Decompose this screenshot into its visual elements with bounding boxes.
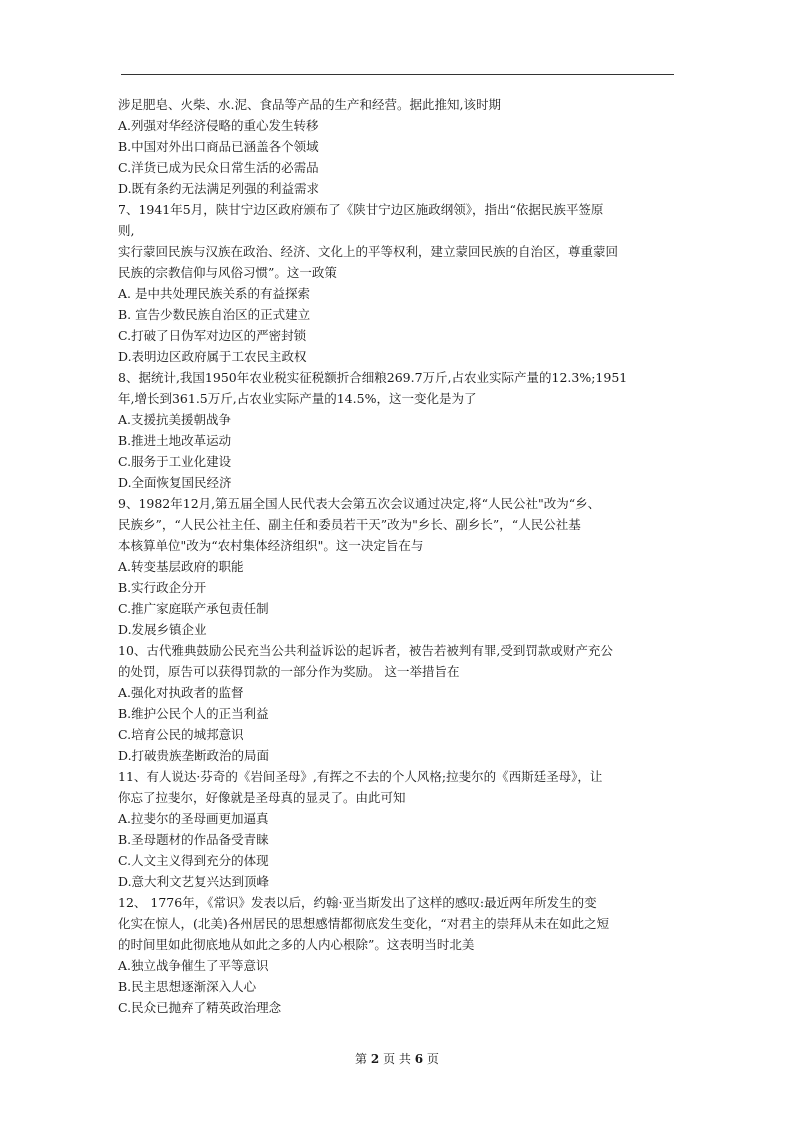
- text-block: [118, 157, 680, 178]
- text-line: A.列强对华经济侵略的重心发生转移: [118, 118, 319, 133]
- header-rule: [121, 74, 674, 75]
- text-line: 11、有人说达·芬奇的《岩间圣母》,有挥之不去的个人风格;拉斐尔的《西斯廷圣母》，让: [118, 769, 603, 784]
- text-block: [118, 619, 680, 640]
- text-line: 9、1982年12月,第五届全国人民代表大会第五次会议通过决定,将“人民公社"改为“乡、: [118, 496, 601, 511]
- text-line: D.意大利文艺复兴达到顶峰: [118, 874, 270, 889]
- text-line: 民族的宗教信仰与风俗习惯”。这一政策: [118, 265, 337, 280]
- text-line: C.推广家庭联产承包责任制: [118, 601, 269, 616]
- text-line: D.全面恢复国民经济: [118, 475, 232, 490]
- page-footer: [0, 1050, 794, 1067]
- footer-page-number: 2: [370, 1052, 380, 1066]
- text-block: [118, 199, 680, 283]
- text-line: D.发展乡镇企业: [118, 622, 207, 637]
- text-line: 你忘了拉斐尔，好像就是圣母真的显灵了。由此可知: [118, 790, 406, 805]
- text-line: 涉足肥皂、火柴、水.泥、食品等产品的生产和经营。据此推知,该时期: [118, 97, 501, 112]
- text-line: B.推进土地改革运动: [118, 433, 232, 448]
- text-line: 民族乡”，“人民公社主任、副主任和委员若干天”改为"乡长、副乡长”，“人民公社基: [118, 517, 581, 532]
- text-line: 的时间里如此彻底地从如此之多的人内心根除”。这表明当时北美: [118, 937, 475, 952]
- text-block: [118, 850, 680, 871]
- text-line: B.圣母题材的作品备受青睐: [118, 832, 269, 847]
- text-line: 则,: [118, 223, 135, 238]
- text-line: D.表明边区政府属于工农民主政权: [118, 349, 307, 364]
- text-line: C.民众已抛弃了精英政治理念: [118, 1000, 282, 1015]
- text-line: A.强化对执政者的监督: [118, 685, 244, 700]
- text-line: A.拉斐尔的圣母画更加逼真: [118, 811, 269, 826]
- text-block: [118, 997, 680, 1018]
- text-line: C.打破了日伪军对边区的严密封锁: [118, 328, 307, 343]
- text-line: B.实行政企分开: [118, 580, 207, 595]
- text-block: [118, 766, 680, 808]
- text-line: 12、 1776年，《常识》发表以后，约翰·亚当斯发出了这样的感叹:最近两年所发生的变: [118, 895, 597, 910]
- text-block: [118, 472, 680, 493]
- text-block: [118, 178, 680, 199]
- text-block: [118, 871, 680, 892]
- text-block: [118, 892, 680, 955]
- text-line: B.民主思想逐渐深入人心: [118, 979, 257, 994]
- text-block: [118, 955, 680, 976]
- text-block: [118, 556, 680, 577]
- text-block: [118, 829, 680, 850]
- text-line: 年,增长到361.5万斤,占农业实际产量的14.5%，这一变化是为了: [118, 391, 477, 406]
- text-line: D.打破贵族垄断政治的局面: [118, 748, 270, 763]
- footer-suffix: 页: [426, 1052, 439, 1066]
- text-line: C.人文主义得到充分的体现: [118, 853, 269, 868]
- text-block: [118, 703, 680, 724]
- text-line: A. 是中共处理民族关系的有益探索: [118, 286, 310, 301]
- text-line: 8、据统计,我国1950年农业税实征税额折合细粮269.7万斤,占农业实际产量的12.3%;1951: [118, 370, 628, 385]
- footer-middle: 页 共: [383, 1052, 411, 1066]
- text-line: B.中国对外出口商品已涵盖各个领域: [118, 139, 319, 154]
- text-line: A.独立战争催生了平等意识: [118, 958, 269, 973]
- text-block: [118, 325, 680, 346]
- text-block: [118, 808, 680, 829]
- text-line: D.既有条约无法满足列强的利益需求: [118, 181, 320, 196]
- text-line: B.维护公民个人的正当利益: [118, 706, 269, 721]
- text-line: C.洋货已成为民众日常生活的必需品: [118, 160, 319, 175]
- text-line: 本核算单位"改为“农村集体经济组织"。这一决定旨在与: [118, 538, 424, 553]
- text-block: [118, 640, 680, 682]
- text-block: [118, 115, 680, 136]
- text-block: [118, 976, 680, 997]
- text-line: 实行蒙回民族与汉族在政治、经济、文化上的平等权利，建立蒙回民族的自治区，尊重蒙回: [118, 244, 619, 259]
- text-block: [118, 409, 680, 430]
- text-block: [118, 745, 680, 766]
- text-block: [118, 367, 680, 409]
- text-line: C.服务于工业化建设: [118, 454, 232, 469]
- text-block: [118, 136, 680, 157]
- text-block: [118, 346, 680, 367]
- text-line: A.转变基层政府的职能: [118, 559, 244, 574]
- text-line: 10、古代雅典鼓励公民充当公共利益诉讼的起诉者，被告若被判有罪,受到罚款或财产充公: [118, 643, 613, 658]
- text-block: [118, 283, 680, 304]
- text-block: [118, 682, 680, 703]
- text-line: 的处罚，原告可以获得罚款的一部分作为奖励。 这一举措旨在: [118, 664, 460, 679]
- text-line: B. 宣告少数民族自治区的正式建立: [118, 307, 311, 322]
- page-content: [118, 94, 680, 1018]
- text-block: [118, 451, 680, 472]
- footer-prefix: 第: [355, 1052, 368, 1066]
- text-line: 化实在惊人，(北美)各州居民的思想感情都彻底发生变化，“对君主的崇拜从未在如此之短: [118, 916, 610, 931]
- text-block: [118, 493, 680, 556]
- text-block: [118, 430, 680, 451]
- text-block: [118, 304, 680, 325]
- text-block: [118, 598, 680, 619]
- text-block: [118, 94, 680, 115]
- text-block: [118, 724, 680, 745]
- text-line: A.支援抗美援朝战争: [118, 412, 232, 427]
- footer-total-pages: 6: [414, 1052, 424, 1066]
- text-line: 7、1941年5月，陕甘宁边区政府颁布了《陕甘宁边区施政纲领》，指出“依据民族平签原: [118, 202, 604, 217]
- text-block: [118, 577, 680, 598]
- text-line: C.培育公民的城邦意识: [118, 727, 244, 742]
